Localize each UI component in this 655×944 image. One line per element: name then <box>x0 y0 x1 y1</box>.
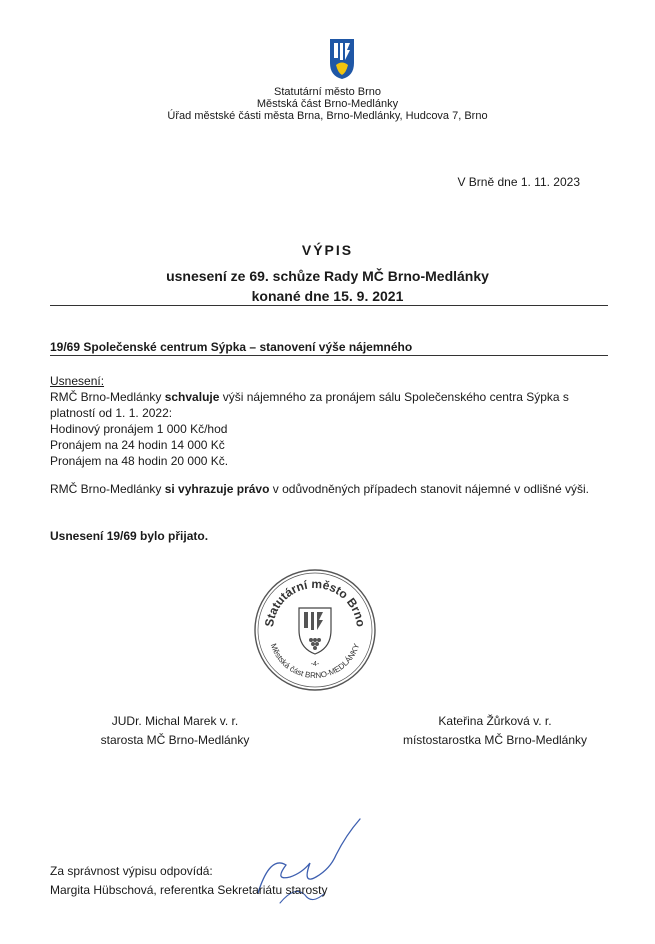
document-subtitle <box>0 266 655 306</box>
footer <box>50 862 327 900</box>
footer-clerk: Margita Hübschová, referentka Sekretariátu starosty <box>50 883 328 897</box>
section-title: 19/69 Společenské centrum Sýpka – stanovení výše nájemného <box>50 340 413 354</box>
p1-verb: schvaluje <box>164 390 220 404</box>
header-district: Městská část Brno-Medlánky <box>256 98 399 110</box>
signatory-right-name: Kateřina Žůrková v. r. <box>438 714 552 728</box>
official-stamp <box>253 568 377 692</box>
signatory-left-name: JUDr. Michal Marek v. r. <box>111 714 239 728</box>
resolution-block <box>50 373 610 469</box>
rent-item: Pronájem na 24 hodin 14 000 Kč <box>50 438 225 452</box>
document-date: V Brně dne 1. 11. 2023 <box>457 175 580 189</box>
rent-item: Hodinový pronájem 1 000 Kč/hod <box>50 422 228 436</box>
resolution-paragraph-2 <box>50 481 610 497</box>
subtitle-line-2: konané dne 15. 9. 2021 <box>251 288 404 304</box>
subtitle-line-1: usnesení ze 69. schůze Rady MČ Brno-Medlánky <box>166 268 489 284</box>
header-office-address: Úřad městské části města Brna, Brno-Medlánky, Hudcova 7, Brno <box>167 110 488 122</box>
rent-item: Pronájem na 48 hodin 20 000 Kč. <box>50 454 229 468</box>
p1-text: RMČ Brno-Medlánky <box>50 390 165 404</box>
p2-verb: si vyhrazuje právo <box>164 482 270 496</box>
header-city: Statutární město Brno <box>274 86 381 98</box>
p2-text-rest: v odůvodněných případech stanovit nájemné v odlišné výši. <box>269 482 589 496</box>
title-divider <box>50 305 608 306</box>
signatory-left-role: starosta MČ Brno-Medlánky <box>100 733 250 747</box>
footer-responsibility: Za správnost výpisu odpovídá: <box>50 864 213 878</box>
signatory-right <box>380 712 610 750</box>
document-title: VÝPIS <box>301 242 354 258</box>
signatory-right-role: místostarostka MČ Brno-Medlánky <box>402 733 588 747</box>
signatory-left <box>60 712 290 750</box>
coat-of-arms-logo <box>329 38 355 80</box>
stamp-top-text: Statutární město Brno <box>262 576 368 628</box>
p1-text-rest: výši nájemného za pronájem sálu Společenského centra Sýpka s platností od 1. 1. 2022: <box>50 390 569 420</box>
p2-text: RMČ Brno-Medlánky <box>50 482 165 496</box>
stamp-number: -4- <box>310 661 320 668</box>
resolution-result: Usnesení 19/69 bylo přijato. <box>50 529 209 543</box>
resolution-paragraph-1 <box>50 389 610 421</box>
stamp-bottom-text: Městská část BRNO-MEDLÁNKY <box>268 642 362 681</box>
resolution-label: Usnesení: <box>50 374 105 388</box>
section-divider <box>50 355 608 356</box>
